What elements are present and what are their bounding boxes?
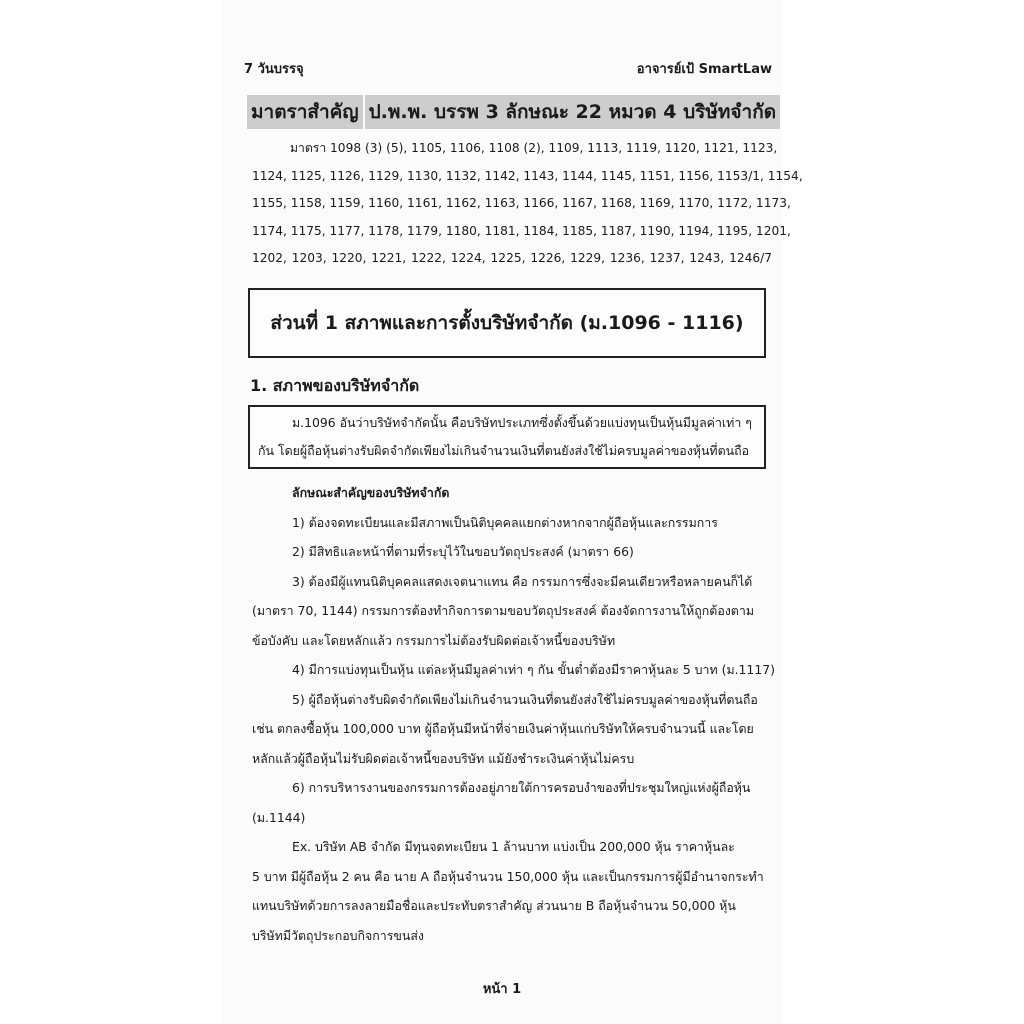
example-line: Ex. บริษัท AB จำกัด มีทุนจดทะเบียน 1 ล้านบาท แบ่งเป็น 200,000 หุ้น ราคาหุ้นละ	[292, 839, 735, 854]
page-title	[246, 95, 776, 133]
section-box	[248, 288, 766, 358]
definition-box	[248, 405, 766, 469]
list-item-continuation: เช่น ตกลงซื้อหุ้น 100,000 บาท ผู้ถือหุ้นมีหน้าที่จ่ายเงินค่าหุ้นแก่บริษัทให้ครบจำนวนนี้ และโดย	[252, 721, 754, 736]
list-item-continuation: ข้อบังคับ และโดยหลักแล้ว กรรมการไม่ต้องรับผิดต่อเจ้าหนี้ของบริษัท	[252, 632, 616, 648]
sections-list	[252, 135, 803, 273]
sections-line: 1124, 1125, 1126, 1129, 1130, 1132, 1142, 1143, 1144, 1145, 1151, 1156, 1153/1, 1154,	[252, 168, 803, 183]
list-item-continuation: (มาตรา 70, 1144) กรรมการต้องทำกิจการตามขอบวัตถุประสงค์ ต้องจัดการงานให้ถูกต้องตาม	[252, 603, 754, 618]
list-item: 3) ต้องมีผู้แทนนิติบุคคลแสดงเจตนาแทน คือ กรรมการซึ่งจะมีคนเดียวหรือหลายคนก็ได้	[292, 573, 753, 589]
list-item: 1) ต้องจดทะเบียนและมีสภาพเป็นนิติบุคคลแยกต่างหากจากผู้ถือหุ้นและกรรมการ	[292, 514, 718, 530]
running-head-right: อาจารย์เป้ SmartLaw	[636, 62, 772, 77]
section-title: ส่วนที่ 1 สภาพและการตั้งบริษัทจำกัด (ม.1096 - 1116)	[270, 312, 744, 334]
page-number: หน้า 1	[482, 982, 522, 997]
running-head	[222, 58, 782, 78]
list-item: 2) มีสิทธิและหน้าที่ตามที่ระบุไว้ในขอบวัตถุประสงค์ (มาตรา 66)	[292, 544, 634, 559]
definition-line: กัน โดยผู้ถือหุ้นต่างรับผิดจำกัดเพียงไม่เกินจำนวนเงินที่ตนยังส่งใช้ไม่ครบมูลค่าของหุ้นที่ตนถือ	[258, 443, 750, 458]
example-line: บริษัทมีวัตถุประกอบกิจการขนส่ง	[252, 927, 424, 943]
title-highlight-1: มาตราสำคัญ	[247, 95, 363, 129]
list-item-continuation: หลักแล้วผู้ถือหุ้นไม่รับผิดต่อเจ้าหนี้ของบริษัท แม้ยังชำระเงินค่าหุ้นไม่ครบ	[252, 750, 635, 766]
example-line: 5 บาท มีผู้ถือหุ้น 2 คน คือ นาย A ถือหุ้นจำนวน 150,000 หุ้น และเป็นกรรมการผู้มีอำนาจกระทำ	[252, 868, 764, 884]
running-head-left: 7 วันบรรจุ	[244, 62, 304, 77]
heading-1: 1. สภาพของบริษัทจำกัด	[250, 376, 420, 395]
sections-line: 1174, 1175, 1177, 1178, 1179, 1180, 1181, 1184, 1185, 1187, 1190, 1194, 1195, 1201,	[252, 223, 791, 238]
title-highlight-2: ป.พ.พ. บรรพ 3 ลักษณะ 22 หมวด 4 บริษัทจำกัด	[365, 95, 780, 129]
sections-line: มาตรา 1098 (3) (5), 1105, 1106, 1108 (2), 1109, 1113, 1119, 1120, 1121, 1123,	[290, 141, 778, 155]
sections-line: 1155, 1158, 1159, 1160, 1161, 1162, 1163, 1166, 1167, 1168, 1169, 1170, 1172, 1173,	[252, 196, 791, 211]
list-item-continuation: (ม.1144)	[252, 809, 306, 825]
definition-line: ม.1096 อันว่าบริษัทจำกัดนั้น คือบริษัทประเภทซึ่งตั้งขึ้นด้วยแบ่งทุนเป็นหุ้นมีมูลค่าเท่า ๆ	[292, 415, 752, 430]
example-line: แทนบริษัทด้วยการลงลายมือชื่อและประทับตราสำคัญ ส่วนนาย B ถือหุ้นจำนวน 50,000 หุ้น	[252, 898, 736, 913]
body-text	[252, 478, 775, 950]
document-page	[222, 0, 803, 1024]
sections-line: 1202, 1203, 1220, 1221, 1222, 1224, 1225, 1226, 1229, 1236, 1237, 1243, 1246/7	[252, 251, 772, 266]
list-item: 5) ผู้ถือหุ้นต่างรับผิดจำกัดเพียงไม่เกินจำนวนเงินที่ตนยังส่งใช้ไม่ครบมูลค่าของหุ้นที่ตนถือ	[292, 691, 758, 707]
characteristics-subheading: ลักษณะสำคัญของบริษัทจำกัด	[292, 485, 450, 500]
list-item: 4) มีการแบ่งทุนเป็นหุ้น แต่ละหุ้นมีมูลค่าเท่า ๆ กัน ขั้นต่ำต้องมีราคาหุ้นละ 5 บาท (ม.1117)	[292, 662, 775, 677]
list-item: 6) การบริหารงานของกรรมการต้องอยู่ภายใต้การครอบงำของที่ประชุมใหญ่แห่งผู้ถือหุ้น	[292, 780, 751, 795]
